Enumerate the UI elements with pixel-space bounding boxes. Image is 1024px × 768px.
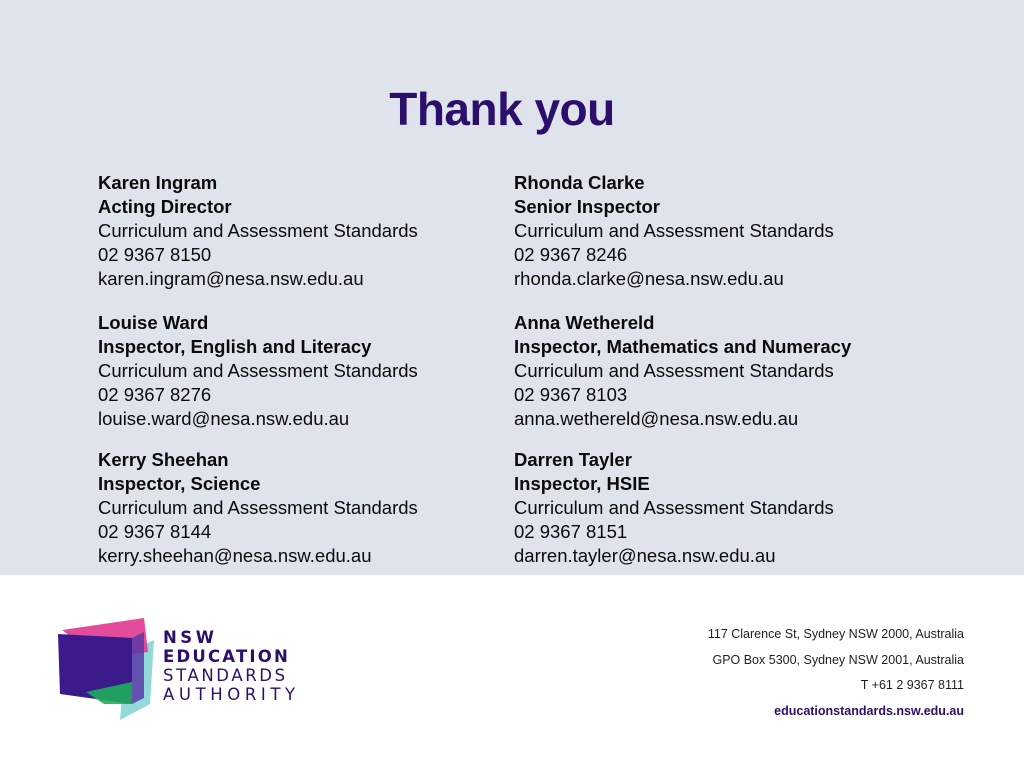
contact-email[interactable]: kerry.sheehan@nesa.nsw.edu.au: [98, 545, 372, 566]
contact-card: [514, 171, 924, 291]
contact-role: Senior Inspector: [514, 196, 660, 217]
contact-name: Rhonda Clarke: [514, 172, 645, 193]
logo-line: AUTHORITY: [163, 685, 300, 704]
contact-card: [98, 311, 508, 431]
contact-name: Kerry Sheehan: [98, 449, 229, 470]
contact-email[interactable]: rhonda.clarke@nesa.nsw.edu.au: [514, 268, 784, 289]
contact-role: Inspector, Mathematics and Numeracy: [514, 336, 852, 357]
website-link[interactable]: educationstandards.nsw.edu.au: [774, 703, 964, 718]
nesa-logo-icon: [58, 618, 158, 722]
contact-name: Louise Ward: [98, 312, 209, 333]
contact-phone: 02 9367 8276: [98, 384, 212, 405]
contact-org: Curriculum and Assessment Standards: [514, 220, 834, 241]
logo-line: NSW: [163, 628, 218, 647]
contact-phone: 02 9367 8150: [98, 244, 212, 265]
contact-email[interactable]: karen.ingram@nesa.nsw.edu.au: [98, 268, 364, 289]
contact-email[interactable]: anna.wethereld@nesa.nsw.edu.au: [514, 408, 799, 429]
contact-card: [98, 171, 508, 291]
logo-line: EDUCATION: [163, 647, 290, 666]
contact-role: Inspector, HSIE: [514, 473, 650, 494]
contact-card: [514, 311, 924, 431]
footer-address: [708, 622, 964, 724]
contact-phone: 02 9367 8151: [514, 521, 628, 542]
contact-phone: 02 9367 8246: [514, 244, 628, 265]
contact-org: Curriculum and Assessment Standards: [98, 220, 418, 241]
contact-email[interactable]: louise.ward@nesa.nsw.edu.au: [98, 408, 350, 429]
footer-phone: T +61 2 9367 8111: [860, 678, 964, 692]
page-title: Thank you: [389, 83, 615, 135]
contact-phone: 02 9367 8103: [514, 384, 628, 405]
contact-org: Curriculum and Assessment Standards: [514, 497, 834, 518]
logo-line: STANDARDS: [163, 666, 288, 685]
contact-card: [514, 448, 924, 568]
contact-email[interactable]: darren.tayler@nesa.nsw.edu.au: [514, 545, 776, 566]
contact-name: Darren Tayler: [514, 449, 632, 470]
contact-card: [98, 448, 508, 568]
contact-org: Curriculum and Assessment Standards: [98, 360, 418, 381]
contact-phone: 02 9367 8144: [98, 521, 212, 542]
postal-address: GPO Box 5300, Sydney NSW 2001, Australia: [712, 652, 964, 667]
contact-name: Anna Wethereld: [514, 312, 655, 333]
contact-org: Curriculum and Assessment Standards: [514, 360, 834, 381]
logo-wordmark: [163, 628, 300, 704]
street-address: 117 Clarence St, Sydney NSW 2000, Australia: [707, 627, 964, 641]
contact-name: Karen Ingram: [98, 172, 218, 193]
contact-role: Acting Director: [98, 196, 232, 217]
contact-org: Curriculum and Assessment Standards: [98, 497, 418, 518]
contact-role: Inspector, English and Literacy: [98, 336, 372, 357]
contact-role: Inspector, Science: [98, 473, 261, 494]
